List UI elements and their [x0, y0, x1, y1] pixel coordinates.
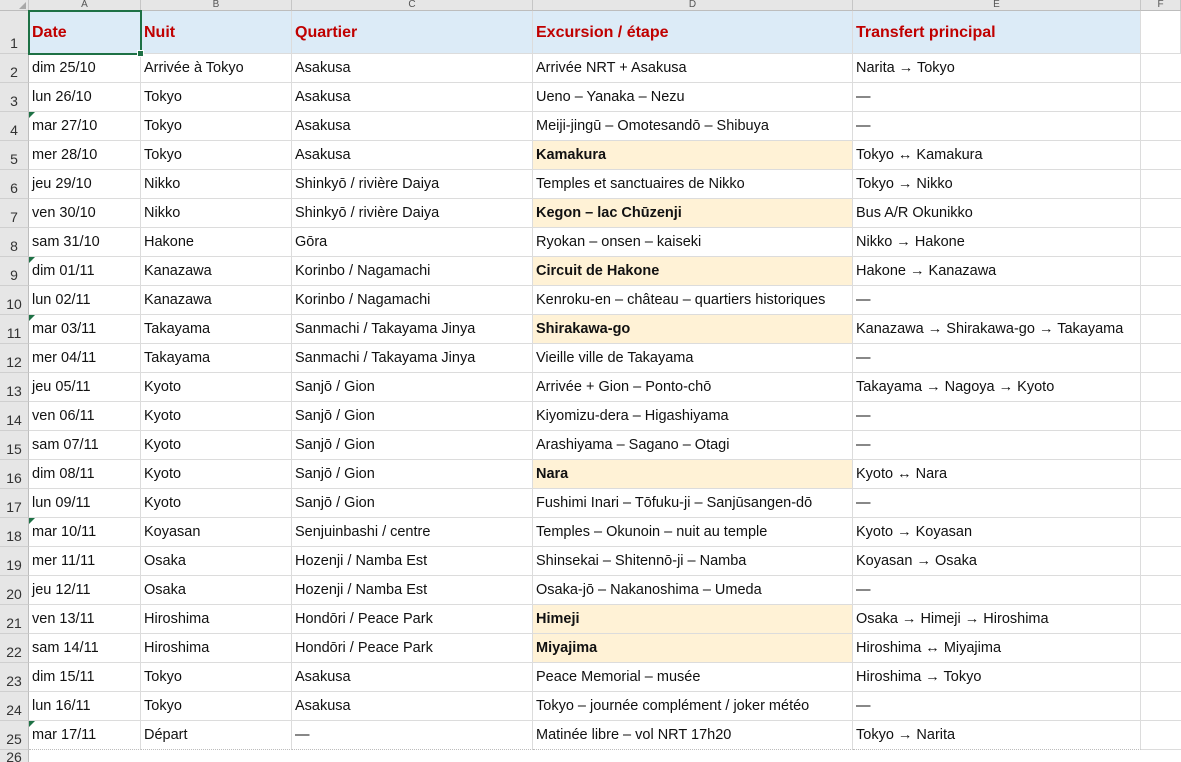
cell-date[interactable]: sam 14/11 — [29, 634, 141, 663]
cell-excursion[interactable]: Peace Memorial – musée — [533, 663, 853, 692]
cell-nuit[interactable]: Tokyo — [141, 141, 292, 170]
row-number: 1 — [10, 35, 18, 51]
cell-f[interactable] — [1141, 228, 1181, 257]
cell-date[interactable]: sam 31/10 — [29, 228, 141, 257]
row-number: 25 — [6, 731, 22, 747]
column-header-d[interactable]: D — [533, 0, 853, 11]
cell-nuit[interactable]: Kyoto — [141, 431, 292, 460]
row-header-22[interactable] — [0, 634, 29, 663]
cell-f[interactable] — [1141, 170, 1181, 199]
cell-quartier[interactable]: Sanjō / Gion — [292, 489, 533, 518]
comment-indicator-icon — [29, 518, 35, 524]
row-number: 23 — [6, 673, 22, 689]
cell-date[interactable]: jeu 05/11 — [29, 373, 141, 402]
cell-f[interactable] — [1141, 402, 1181, 431]
row-header-8[interactable] — [0, 228, 29, 257]
cell-quartier[interactable]: — — [292, 721, 533, 750]
row-number: 7 — [10, 209, 18, 225]
cell-transfert[interactable]: — — [853, 83, 1141, 112]
cell-excursion[interactable]: Tokyo – journée complément / joker météo — [533, 692, 853, 721]
row-header-18[interactable] — [0, 518, 29, 547]
cell-nuit[interactable]: Départ — [141, 721, 292, 750]
cell-transfert[interactable]: Nikko → Hakone — [853, 228, 1141, 257]
row-number: 8 — [10, 238, 18, 254]
row-header-2[interactable] — [0, 54, 29, 83]
selection-fill-handle[interactable] — [137, 50, 144, 57]
cell-excursion[interactable]: Temples et sanctuaires de Nikko — [533, 170, 853, 199]
cell-date[interactable]: ven 06/11 — [29, 402, 141, 431]
select-all-corner[interactable] — [0, 0, 29, 11]
row-number: 26 — [6, 749, 22, 762]
cell-date[interactable]: mer 28/10 — [29, 141, 141, 170]
cell-date[interactable]: mar 17/11 — [29, 721, 141, 750]
cell-f[interactable] — [1141, 518, 1181, 547]
row-number: 13 — [6, 383, 22, 399]
row-header-11[interactable] — [0, 315, 29, 344]
cell-transfert[interactable]: Tokyo → Narita — [853, 721, 1141, 750]
cell-excursion[interactable]: Temples – Okunoin – nuit au temple — [533, 518, 853, 547]
cell-excursion[interactable]: Arrivée + Gion – Ponto-chō — [533, 373, 853, 402]
cell-transfert[interactable]: — — [853, 112, 1141, 141]
cell-nuit[interactable]: Arrivée à Tokyo — [141, 54, 292, 83]
row-header-26[interactable] — [0, 750, 29, 762]
row-header-4[interactable] — [0, 112, 29, 141]
column-header-e[interactable]: E — [853, 0, 1141, 11]
cell-nuit[interactable]: Osaka — [141, 576, 292, 605]
cell-f[interactable] — [1141, 721, 1181, 750]
cell-quartier[interactable]: Korinbo / Nagamachi — [292, 257, 533, 286]
header-cell-quartier[interactable]: Quartier — [292, 11, 533, 54]
row-number: 20 — [6, 586, 22, 602]
cell-excursion[interactable]: Kamakura — [533, 141, 853, 170]
row-number: 24 — [6, 702, 22, 718]
comment-indicator-icon — [29, 257, 35, 263]
cell-f[interactable] — [1141, 431, 1181, 460]
row-header-23[interactable] — [0, 663, 29, 692]
cell-f[interactable] — [1141, 141, 1181, 170]
cell-f[interactable] — [1141, 112, 1181, 141]
row-header-15[interactable] — [0, 431, 29, 460]
cell-excursion[interactable]: Arrivée NRT + Asakusa — [533, 54, 853, 83]
cell-f[interactable] — [1141, 286, 1181, 315]
cell-excursion[interactable]: Meiji-jingū – Omotesandō – Shibuya — [533, 112, 853, 141]
cell-quartier[interactable]: Shinkyō / rivière Daiya — [292, 170, 533, 199]
cell-quartier[interactable]: Asakusa — [292, 54, 533, 83]
cell-nuit[interactable]: Tokyo — [141, 692, 292, 721]
cell-nuit[interactable]: Kanazawa — [141, 286, 292, 315]
row-number: 15 — [6, 441, 22, 457]
cell-quartier[interactable]: Hozenji / Namba Est — [292, 547, 533, 576]
select-all-triangle-icon — [19, 2, 26, 9]
cell-excursion[interactable]: Ryokan – onsen – kaiseki — [533, 228, 853, 257]
cell-transfert[interactable]: — — [853, 431, 1141, 460]
cell-excursion[interactable]: Miyajima — [533, 634, 853, 663]
cell-date[interactable]: dim 01/11 — [29, 257, 141, 286]
cell-quartier[interactable]: Sanjō / Gion — [292, 402, 533, 431]
row-number: 21 — [6, 615, 22, 631]
cell-date[interactable]: dim 15/11 — [29, 663, 141, 692]
cell-f[interactable] — [1141, 576, 1181, 605]
cell-quartier[interactable]: Sanmachi / Takayama Jinya — [292, 344, 533, 373]
cell-f[interactable] — [1141, 344, 1181, 373]
header-cell-nuit[interactable]: Nuit — [141, 11, 292, 54]
cell-quartier[interactable]: Asakusa — [292, 112, 533, 141]
cell-excursion[interactable]: Kiyomizu-dera – Higashiyama — [533, 402, 853, 431]
header-cell-excursion[interactable]: Excursion / étape — [533, 11, 853, 54]
column-header-a[interactable]: A — [29, 0, 141, 11]
row-number: 6 — [10, 180, 18, 196]
cell-quartier[interactable]: Sanjō / Gion — [292, 373, 533, 402]
cell-excursion[interactable]: Kenroku-en – château – quartiers historiques — [533, 286, 853, 315]
row-number: 2 — [10, 64, 18, 80]
row-header-10[interactable] — [0, 286, 29, 315]
header-cell-date[interactable]: Date — [29, 11, 141, 54]
cell-nuit[interactable]: Tokyo — [141, 663, 292, 692]
cell-f[interactable] — [1141, 692, 1181, 721]
cell-excursion[interactable]: Kegon – lac Chūzenji — [533, 199, 853, 228]
comment-indicator-icon — [29, 112, 35, 118]
cell-date[interactable]: mar 10/11 — [29, 518, 141, 547]
row-header-5[interactable] — [0, 141, 29, 170]
cell-nuit[interactable]: Takayama — [141, 344, 292, 373]
cell-f[interactable] — [1141, 373, 1181, 402]
cell-transfert[interactable]: Koyasan → Osaka — [853, 547, 1141, 576]
cell-quartier[interactable]: Senjuinbashi / centre — [292, 518, 533, 547]
cell-quartier[interactable]: Asakusa — [292, 141, 533, 170]
row-number: 14 — [6, 412, 22, 428]
comment-indicator-icon — [29, 315, 35, 321]
cell-quartier[interactable]: Sanmachi / Takayama Jinya — [292, 315, 533, 344]
cell-transfert[interactable]: Tokyo ↔ Kamakura — [853, 141, 1141, 170]
cell-transfert[interactable]: Kanazawa → Shirakawa-go → Takayama — [853, 315, 1141, 344]
row-number: 3 — [10, 93, 18, 109]
cell-nuit[interactable]: Hakone — [141, 228, 292, 257]
row-header-25[interactable] — [0, 721, 29, 750]
cell-transfert[interactable]: Hiroshima ↔ Miyajima — [853, 634, 1141, 663]
cell-f[interactable] — [1141, 634, 1181, 663]
cell-transfert[interactable]: — — [853, 402, 1141, 431]
row-header-7[interactable] — [0, 199, 29, 228]
cell-quartier[interactable]: Sanjō / Gion — [292, 431, 533, 460]
row-number: 17 — [6, 499, 22, 515]
row-number: 10 — [6, 296, 22, 312]
cell-f[interactable] — [1141, 489, 1181, 518]
cell-f[interactable] — [1141, 83, 1181, 112]
row-number: 4 — [10, 122, 18, 138]
cell-date[interactable]: jeu 29/10 — [29, 170, 141, 199]
cell-excursion[interactable]: Ueno – Yanaka – Nezu — [533, 83, 853, 112]
cell-date[interactable]: mer 11/11 — [29, 547, 141, 576]
cell-transfert[interactable]: Kyoto ↔ Nara — [853, 460, 1141, 489]
cell-transfert[interactable]: Tokyo → Nikko — [853, 170, 1141, 199]
cell-date[interactable]: dim 25/10 — [29, 54, 141, 83]
row-header-16[interactable] — [0, 460, 29, 489]
cell-excursion[interactable]: Shirakawa-go — [533, 315, 853, 344]
cell-date[interactable]: dim 08/11 — [29, 460, 141, 489]
cell-f[interactable] — [1141, 547, 1181, 576]
cell-quartier[interactable]: Asakusa — [292, 663, 533, 692]
cell-f[interactable] — [1141, 315, 1181, 344]
cell-excursion[interactable]: Osaka-jō – Nakanoshima – Umeda — [533, 576, 853, 605]
cell-f[interactable] — [1141, 663, 1181, 692]
comment-indicator-icon — [29, 721, 35, 727]
cell-date[interactable]: lun 16/11 — [29, 692, 141, 721]
row-number: 11 — [6, 325, 22, 341]
cell-quartier[interactable]: Gōra — [292, 228, 533, 257]
row-header-13[interactable] — [0, 373, 29, 402]
cell-excursion[interactable]: Himeji — [533, 605, 853, 634]
cell-excursion[interactable]: Fushimi Inari – Tōfuku-ji – Sanjūsangen-dō — [533, 489, 853, 518]
cell-transfert[interactable]: — — [853, 344, 1141, 373]
row-header-24[interactable] — [0, 692, 29, 721]
cell-date[interactable]: mar 03/11 — [29, 315, 141, 344]
cell-excursion[interactable]: Circuit de Hakone — [533, 257, 853, 286]
cell-transfert[interactable]: Osaka → Himeji → Hiroshima — [853, 605, 1141, 634]
cell-quartier[interactable]: Korinbo / Nagamachi — [292, 286, 533, 315]
cell-excursion[interactable]: Arashiyama – Sagano – Otagi — [533, 431, 853, 460]
row-header-17[interactable] — [0, 489, 29, 518]
cell-nuit[interactable]: Nikko — [141, 199, 292, 228]
cell-transfert[interactable]: Hiroshima → Tokyo — [853, 663, 1141, 692]
cell-quartier[interactable]: Asakusa — [292, 83, 533, 112]
cell-date[interactable]: mer 04/11 — [29, 344, 141, 373]
row-number: 19 — [6, 557, 22, 573]
cell-f1[interactable] — [1141, 11, 1181, 54]
row-header-12[interactable] — [0, 344, 29, 373]
column-header-f[interactable]: F — [1141, 0, 1181, 11]
cell-nuit[interactable]: Takayama — [141, 315, 292, 344]
cell-nuit[interactable]: Kanazawa — [141, 257, 292, 286]
cell-nuit[interactable]: Koyasan — [141, 518, 292, 547]
cell-transfert[interactable]: Narita → Tokyo — [853, 54, 1141, 83]
cell-nuit[interactable]: Kyoto — [141, 402, 292, 431]
cell-nuit[interactable]: Kyoto — [141, 460, 292, 489]
cell-excursion[interactable]: Nara — [533, 460, 853, 489]
cell-nuit[interactable]: Hiroshima — [141, 634, 292, 663]
cell-date[interactable]: ven 30/10 — [29, 199, 141, 228]
cell-transfert[interactable]: Bus A/R Okunikko — [853, 199, 1141, 228]
cell-quartier[interactable]: Hozenji / Namba Est — [292, 576, 533, 605]
cell-nuit[interactable]: Kyoto — [141, 373, 292, 402]
row-number: 18 — [6, 528, 22, 544]
cell-date[interactable]: lun 02/11 — [29, 286, 141, 315]
cell-date[interactable]: jeu 12/11 — [29, 576, 141, 605]
cell-quartier[interactable]: Asakusa — [292, 692, 533, 721]
cell-transfert[interactable]: Kyoto → Koyasan — [853, 518, 1141, 547]
cell-date[interactable]: sam 07/11 — [29, 431, 141, 460]
cell-excursion[interactable]: Matinée libre – vol NRT 17h20 — [533, 721, 853, 750]
cell-date[interactable]: mar 27/10 — [29, 112, 141, 141]
row-header-3[interactable] — [0, 83, 29, 112]
cell-transfert[interactable]: — — [853, 286, 1141, 315]
cell-date[interactable]: lun 09/11 — [29, 489, 141, 518]
cell-f[interactable] — [1141, 605, 1181, 634]
cell-excursion[interactable]: Shinsekai – Shitennō-ji – Namba — [533, 547, 853, 576]
row-number: 12 — [6, 354, 22, 370]
row-number: 16 — [6, 470, 22, 486]
cell-date[interactable]: lun 26/10 — [29, 83, 141, 112]
cell-transfert[interactable]: Hakone → Kanazawa — [853, 257, 1141, 286]
cell-f[interactable] — [1141, 54, 1181, 83]
row-header-21[interactable] — [0, 605, 29, 634]
cell-excursion[interactable]: Vieille ville de Takayama — [533, 344, 853, 373]
cell-quartier[interactable]: Shinkyō / rivière Daiya — [292, 199, 533, 228]
cell-nuit[interactable]: Nikko — [141, 170, 292, 199]
row-number: 9 — [10, 267, 18, 283]
header-cell-transfert[interactable]: Transfert principal — [853, 11, 1141, 54]
row-number: 5 — [10, 151, 18, 167]
cell-f[interactable] — [1141, 257, 1181, 286]
row-header-6[interactable] — [0, 170, 29, 199]
column-header-c[interactable]: C — [292, 0, 533, 11]
cell-quartier[interactable]: Hondōri / Peace Park — [292, 605, 533, 634]
cell-nuit[interactable]: Tokyo — [141, 112, 292, 141]
cell-f[interactable] — [1141, 460, 1181, 489]
cell-nuit[interactable]: Tokyo — [141, 83, 292, 112]
cell-transfert[interactable]: Takayama → Nagoya → Kyoto — [853, 373, 1141, 402]
cell-transfert[interactable]: — — [853, 489, 1141, 518]
cell-nuit[interactable]: Kyoto — [141, 489, 292, 518]
row-header-9[interactable] — [0, 257, 29, 286]
cell-date[interactable]: ven 13/11 — [29, 605, 141, 634]
cell-transfert[interactable]: — — [853, 576, 1141, 605]
cell-quartier[interactable]: Sanjō / Gion — [292, 460, 533, 489]
row-header-19[interactable] — [0, 547, 29, 576]
cell-nuit[interactable]: Osaka — [141, 547, 292, 576]
column-header-b[interactable]: B — [141, 0, 292, 11]
row-number: 22 — [6, 644, 22, 660]
cell-transfert[interactable]: — — [853, 692, 1141, 721]
cell-quartier[interactable]: Hondōri / Peace Park — [292, 634, 533, 663]
row-header-1[interactable] — [0, 11, 29, 54]
row-header-14[interactable] — [0, 402, 29, 431]
cell-nuit[interactable]: Hiroshima — [141, 605, 292, 634]
cell-f[interactable] — [1141, 199, 1181, 228]
row-header-20[interactable] — [0, 576, 29, 605]
